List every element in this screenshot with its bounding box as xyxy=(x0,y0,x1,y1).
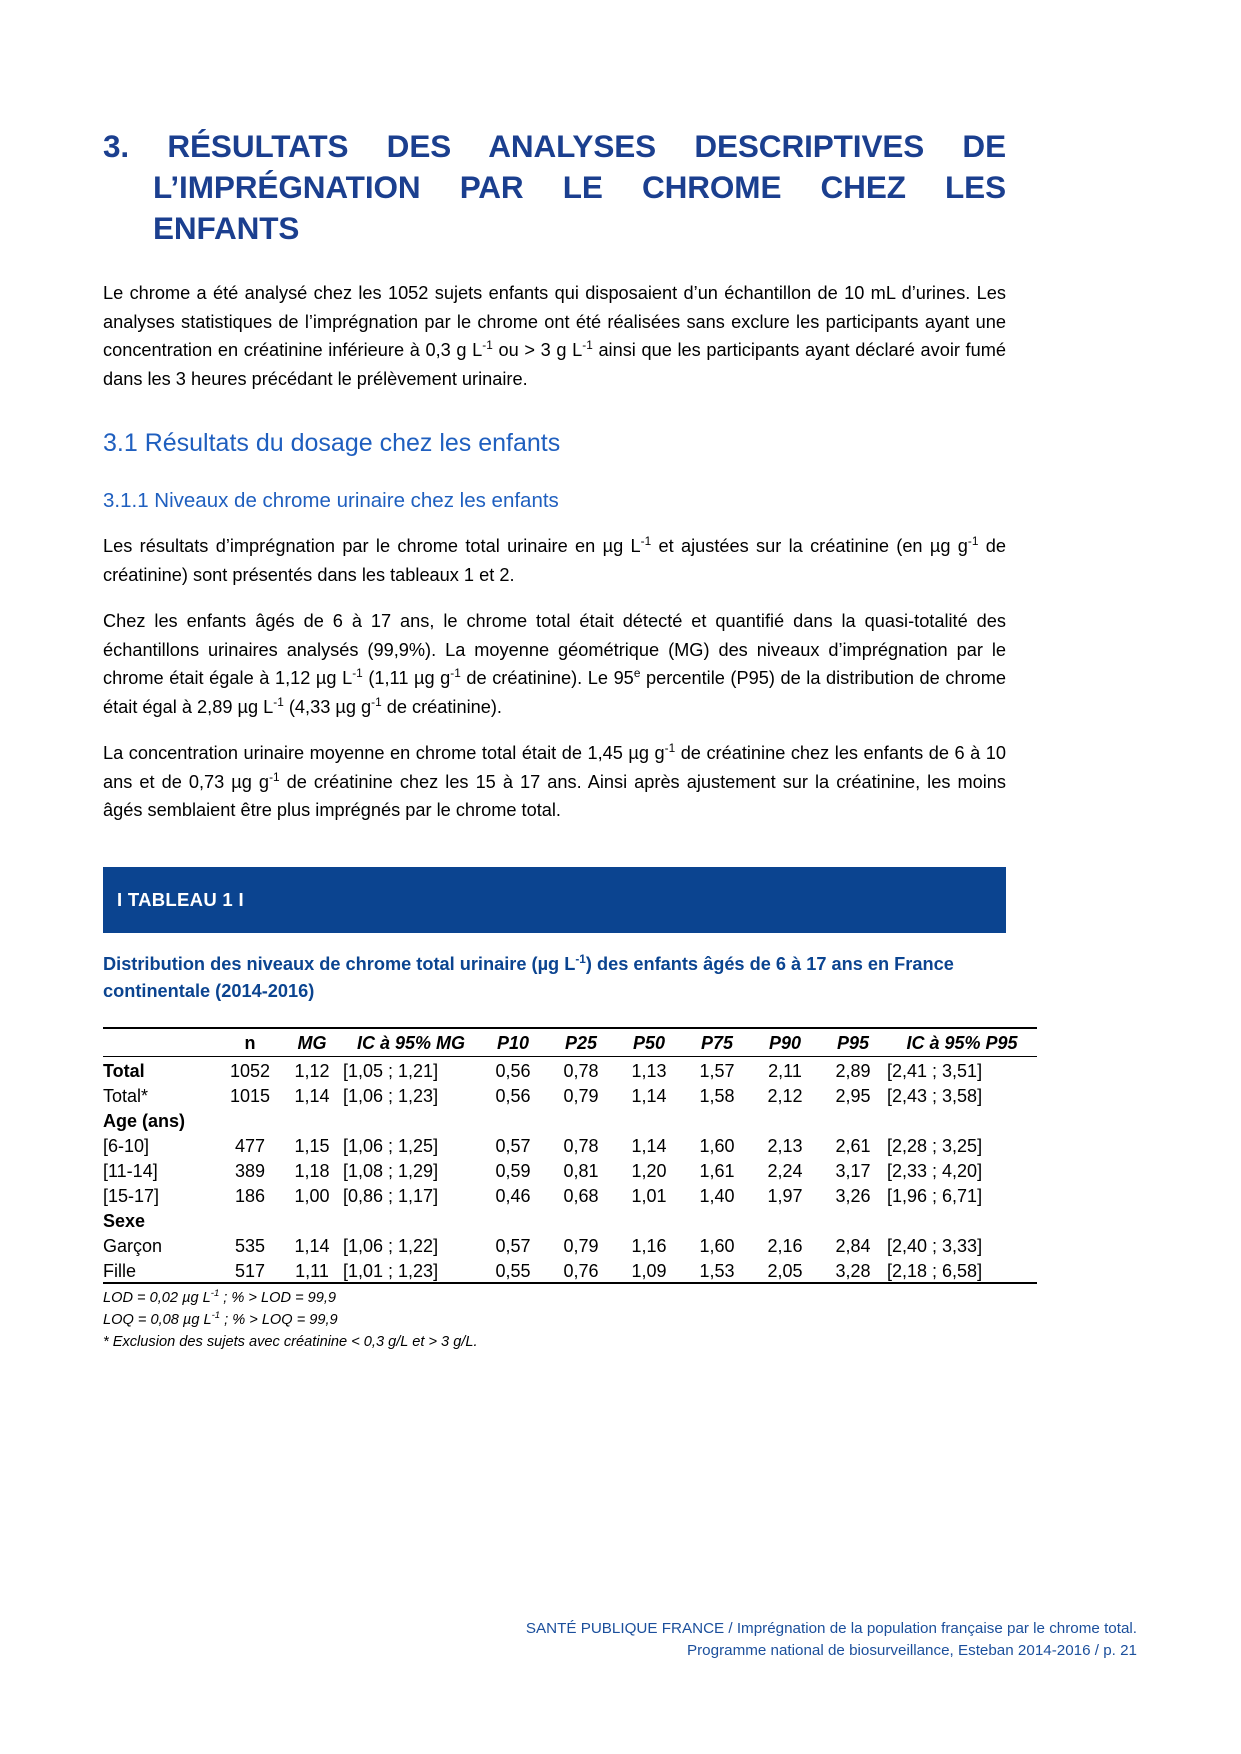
cell-p10 xyxy=(479,1107,547,1132)
distribution-table xyxy=(103,1027,1037,1284)
table-head xyxy=(103,1028,1037,1057)
cell-p10: 0,57 xyxy=(495,1235,531,1256)
cell-p25: 0,81 xyxy=(563,1160,599,1181)
cell-ic-mg xyxy=(343,1107,479,1132)
table-notes xyxy=(103,1287,1006,1353)
cell-p75: 1,53 xyxy=(683,1257,751,1283)
cell-p75: 1,57 xyxy=(699,1060,735,1081)
p2-sup-1: -1 xyxy=(640,533,652,548)
cell-n: 1015 xyxy=(229,1085,271,1106)
table-note-loq xyxy=(103,1309,1006,1331)
intro-sup-1: -1 xyxy=(482,337,493,352)
cell-p10: 0,56 xyxy=(495,1085,531,1106)
cell-p50: 1,09 xyxy=(615,1257,683,1283)
row-label: Sexe xyxy=(103,1210,146,1231)
col-header-p50: P50 xyxy=(615,1028,683,1057)
cell-p75: 1,61 xyxy=(699,1160,735,1181)
p4-text-c: de créatinine chez les 15 à 17 ans. Ainsi après ajustement sur la créatinine, les moins âgés semblaient être plus imprégnés par le chrome total. xyxy=(103,771,1006,820)
cell-p90: 2,11 xyxy=(768,1060,802,1081)
cell-p95: 2,95 xyxy=(835,1085,871,1106)
p3-text-b: (1,11 µg g xyxy=(362,668,451,688)
cell-p25 xyxy=(547,1207,615,1232)
cell-n: 517 xyxy=(219,1257,281,1283)
table-caption-sup: -1 xyxy=(575,951,586,966)
intro-paragraph xyxy=(103,279,1006,393)
cell-p90: 2,12 xyxy=(767,1085,803,1106)
table-note-lod xyxy=(103,1287,1006,1309)
col-header-mg: MG xyxy=(281,1028,343,1057)
p2-sup-2: -1 xyxy=(967,533,979,548)
cell-mg: 1,18 xyxy=(294,1160,330,1181)
table-row xyxy=(103,1182,1037,1207)
note-lod-b: ; % > LOD = 99,9 xyxy=(219,1289,337,1306)
page-title-number: 3. xyxy=(103,128,130,164)
cell-ic-p95: [2,33 ; 4,20] xyxy=(887,1160,983,1181)
cell-p25 xyxy=(547,1107,615,1132)
p3-text-a: Chez les enfants âgés de 6 à 17 ans, le chrome total était détecté et quantifié dans la quasi-totalité des échantillons urinaires analysés (99,9%). La moyenne géométrique (MG) des niveaux d’imprégnation par le chrome était égale à 1,12 µg L xyxy=(103,611,1006,688)
cell-p50 xyxy=(615,1107,683,1132)
p4-text-a: La concentration urinaire moyenne en chrome total était de 1,45 µg g xyxy=(103,743,665,763)
intro-sup-2: -1 xyxy=(582,337,593,352)
p2-text-b: et ajustées sur la créatinine (en µg g xyxy=(651,536,968,556)
cell-p10: 0,56 xyxy=(495,1060,531,1081)
cell-p50: 1,16 xyxy=(631,1235,667,1256)
row-label: [15-17] xyxy=(103,1185,160,1206)
footer-line-1: SANTÉ PUBLIQUE FRANCE / Imprégnation de la population française par le chrome total. xyxy=(525,1620,1137,1637)
cell-p90 xyxy=(751,1107,819,1132)
table-row xyxy=(103,1157,1037,1182)
cell-n: 535 xyxy=(234,1235,266,1256)
intro-text-a: Le chrome a été analysé chez les 1052 sujets enfants qui disposaient d’un échantillon de 10 mL d’urines. Les analyses statistiques de l’imprégnation par le chrome ont été réalisées sans exclure les participants ayant une concentration en créatinine inférieure à 0,3 g L xyxy=(103,283,1006,360)
cell-n: 1052 xyxy=(229,1060,271,1081)
table-banner xyxy=(103,867,1006,933)
p3-text-e: (4,33 µg g xyxy=(283,696,372,717)
intro-text-b: ou > 3 g L xyxy=(492,340,583,360)
cell-p10: 0,59 xyxy=(495,1160,531,1181)
row-label: Total xyxy=(103,1060,145,1081)
cell-ic-p95: [1,96 ; 6,71] xyxy=(887,1185,983,1206)
table-banner-label: I TABLEAU 1 I xyxy=(117,888,244,910)
cell-p95 xyxy=(819,1207,887,1232)
p4-sup-1: -1 xyxy=(664,740,676,755)
row-label: Age (ans) xyxy=(103,1110,186,1131)
cell-ic-mg: [1,05 ; 1,21] xyxy=(343,1060,439,1081)
cell-ic-p95: [2,41 ; 3,51] xyxy=(887,1060,983,1081)
note-loq-sup: -1 xyxy=(211,1309,221,1321)
p3-text-d: percentile (P95) de la distribution de chrome était égal à 2,89 µg L xyxy=(103,668,1006,717)
p3-text-f: de créatinine). xyxy=(381,696,502,717)
p3-sup-2: -1 xyxy=(450,665,461,680)
cell-n: 389 xyxy=(234,1160,266,1181)
paragraph-4 xyxy=(103,739,1006,825)
p3-sup-1: -1 xyxy=(352,665,363,680)
table-row xyxy=(103,1257,1037,1283)
cell-p90: 1,97 xyxy=(767,1185,803,1206)
cell-ic-p95: [2,40 ; 3,33] xyxy=(887,1235,983,1256)
cell-p75: 1,40 xyxy=(699,1185,735,1206)
cell-p25: 0,76 xyxy=(547,1257,615,1283)
note-loq-a: LOQ = 0,08 µg L xyxy=(103,1311,212,1328)
table-body xyxy=(103,1056,1037,1283)
cell-ic-mg: [1,06 ; 1,25] xyxy=(343,1135,439,1156)
p4-sup-2: -1 xyxy=(269,769,280,784)
table-caption-a: Distribution des niveaux de chrome total urinaire (µg L xyxy=(103,953,576,974)
cell-ic-mg: [1,01 ; 1,23] xyxy=(343,1257,479,1283)
cell-mg: 1,14 xyxy=(294,1085,330,1106)
col-header-p90: P90 xyxy=(751,1028,819,1057)
table-row xyxy=(103,1132,1037,1157)
cell-mg: 1,14 xyxy=(294,1235,330,1256)
cell-p75: 1,60 xyxy=(699,1235,735,1256)
cell-n: 477 xyxy=(234,1135,266,1156)
cell-ic-mg: [0,86 ; 1,17] xyxy=(343,1185,439,1206)
table-header-row xyxy=(103,1028,1037,1057)
table-row xyxy=(103,1056,1037,1082)
cell-p75 xyxy=(683,1107,751,1132)
p2-text-a: Les résultats d’imprégnation par le chrome total urinaire en µg L xyxy=(103,536,641,556)
cell-p90: 2,05 xyxy=(751,1257,819,1283)
col-header-ic-p95: IC à 95% P95 xyxy=(887,1028,1037,1057)
cell-mg: 1,15 xyxy=(294,1135,330,1156)
p3-sup-5: -1 xyxy=(371,694,382,709)
p3-text-c: de créatinine). Le 95 xyxy=(460,668,634,688)
note-loq-b: ; % > LOQ = 99,9 xyxy=(220,1311,338,1328)
page-title-text: RÉSULTATS DES ANALYSES DESCRIPTIVES DE L’IMPRÉGNATION PAR LE CHROME CHEZ LES ENFANTS xyxy=(153,128,1006,246)
page-footer xyxy=(526,1618,1137,1662)
cell-ic-p95: [2,18 ; 6,58] xyxy=(887,1257,1037,1283)
p3-sup-4: -1 xyxy=(273,694,284,709)
col-header-n: n xyxy=(219,1028,281,1057)
cell-p50: 1,14 xyxy=(631,1085,667,1106)
row-label: [6-10] xyxy=(103,1135,150,1156)
cell-mg xyxy=(281,1207,343,1232)
cell-p90: 2,13 xyxy=(767,1135,803,1156)
cell-n xyxy=(219,1207,281,1232)
cell-p25: 0,79 xyxy=(563,1235,599,1256)
cell-p95: 2,89 xyxy=(835,1060,871,1081)
note-lod-a: LOD = 0,02 µg L xyxy=(103,1289,211,1306)
col-header-blank xyxy=(103,1028,219,1057)
cell-ic-p95 xyxy=(887,1107,1037,1132)
table-row xyxy=(103,1232,1037,1257)
cell-p10 xyxy=(479,1207,547,1232)
cell-p95: 2,84 xyxy=(835,1235,871,1256)
p4-text-b: de créatinine chez les enfants de 6 à 10 ans et de 0,73 µg g xyxy=(103,743,1006,792)
cell-mg: 1,12 xyxy=(294,1060,330,1081)
cell-ic-mg: [1,06 ; 1,23] xyxy=(343,1085,439,1106)
paragraph-2 xyxy=(103,532,1006,589)
cell-p90 xyxy=(751,1207,819,1232)
cell-p95: 3,28 xyxy=(819,1257,887,1283)
col-header-p75: P75 xyxy=(683,1028,751,1057)
cell-p25: 0,68 xyxy=(563,1185,599,1206)
table-caption xyxy=(103,951,1006,1005)
cell-ic-p95 xyxy=(887,1207,1037,1232)
footer-line-2: Programme national de biosurveillance, Esteban 2014-2016 / p. 21 xyxy=(686,1642,1137,1659)
cell-p95 xyxy=(819,1107,887,1132)
cell-ic-p95: [2,28 ; 3,25] xyxy=(887,1135,983,1156)
p2-text-c: de créatinine) sont présentés dans les tableaux 1 et 2. xyxy=(103,536,1006,585)
table-row xyxy=(103,1082,1037,1107)
cell-p25: 0,78 xyxy=(563,1135,599,1156)
cell-p95: 3,26 xyxy=(835,1185,871,1206)
page-content xyxy=(103,126,1018,1353)
cell-p25: 0,78 xyxy=(563,1060,599,1081)
page-title xyxy=(103,126,1006,249)
cell-p50: 1,13 xyxy=(631,1060,667,1081)
note-lod-sup: -1 xyxy=(210,1287,220,1299)
cell-p75: 1,60 xyxy=(699,1135,735,1156)
cell-p25: 0,79 xyxy=(563,1085,599,1106)
col-header-ic-mg: IC à 95% MG xyxy=(343,1028,479,1057)
cell-p95: 3,17 xyxy=(835,1160,871,1181)
cell-p50: 1,20 xyxy=(631,1160,667,1181)
table-note-star: * Exclusion des sujets avec créatinine < 0,3 g/L et > 3 g/L. xyxy=(103,1333,478,1350)
row-label: Fille xyxy=(103,1257,219,1283)
cell-mg: 1,00 xyxy=(294,1185,330,1206)
cell-ic-mg xyxy=(343,1207,479,1232)
cell-p10: 0,57 xyxy=(495,1135,531,1156)
paragraph-3 xyxy=(103,607,1006,721)
cell-ic-mg: [1,08 ; 1,29] xyxy=(343,1160,439,1181)
cell-mg: 1,11 xyxy=(281,1257,343,1283)
cell-p50 xyxy=(615,1207,683,1232)
cell-ic-mg: [1,06 ; 1,22] xyxy=(343,1235,439,1256)
cell-p75: 1,58 xyxy=(699,1085,735,1106)
cell-p10: 0,46 xyxy=(495,1185,531,1206)
row-label: Garçon xyxy=(103,1235,163,1256)
cell-p90: 2,16 xyxy=(767,1235,803,1256)
table-row xyxy=(103,1107,1037,1132)
cell-p95: 2,61 xyxy=(835,1135,871,1156)
table-caption-b: ) des enfants âgés de 6 à 17 ans en France continentale (2014-2016) xyxy=(103,953,954,1001)
cell-p90: 2,24 xyxy=(767,1160,803,1181)
cell-ic-p95: [2,43 ; 3,58] xyxy=(887,1085,983,1106)
cell-n: 186 xyxy=(234,1185,266,1206)
col-header-p25: P25 xyxy=(547,1028,615,1057)
p3-sup-3: e xyxy=(633,665,641,680)
cell-n xyxy=(219,1107,281,1132)
intro-text-c: ainsi que les participants ayant déclaré avoir fumé dans les 3 heures précédant le prélèvement urinaire. xyxy=(103,340,1006,389)
col-header-p10: P10 xyxy=(479,1028,547,1057)
row-label: [11-14] xyxy=(103,1160,158,1181)
cell-mg xyxy=(281,1107,343,1132)
cell-p10: 0,55 xyxy=(479,1257,547,1283)
table-row xyxy=(103,1207,1037,1232)
row-label: Total* xyxy=(103,1085,149,1106)
cell-p50: 1,01 xyxy=(631,1185,667,1206)
subsection-heading: 3.1.1 Niveaux de chrome urinaire chez les enfants xyxy=(103,489,559,512)
cell-p75 xyxy=(683,1207,751,1232)
cell-p50: 1,14 xyxy=(631,1135,667,1156)
section-heading: 3.1 Résultats du dosage chez les enfants xyxy=(103,429,561,457)
col-header-p95: P95 xyxy=(819,1028,887,1057)
